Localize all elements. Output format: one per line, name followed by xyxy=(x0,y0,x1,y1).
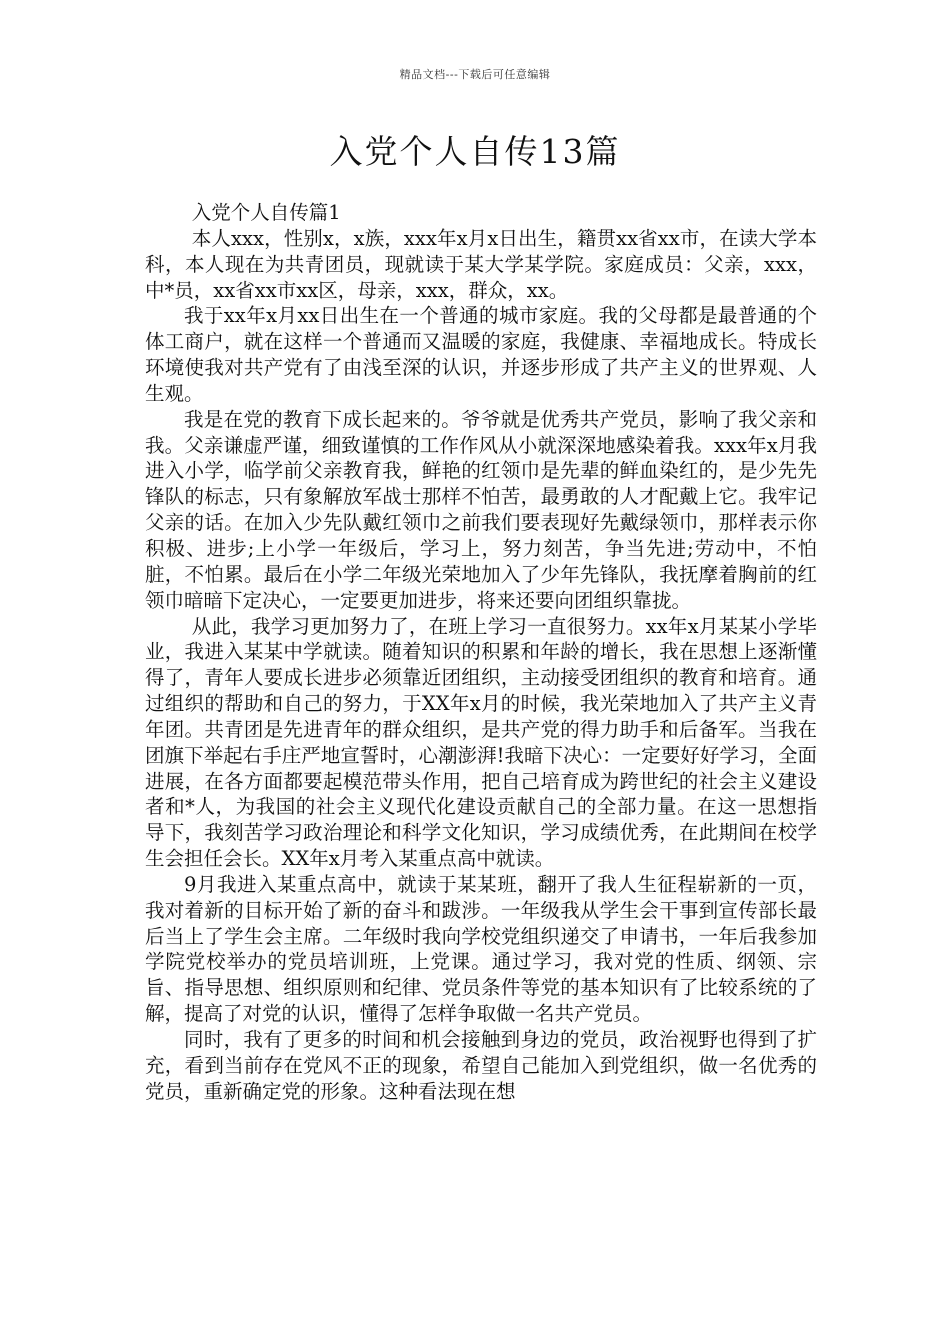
paragraph: 9月我进入某重点高中，就读于某某班，翻开了我人生征程崭新的一页，我对着新的目标开始了新的奋斗和跋涉。一年级我从学生会干事到宣传部长最后当上了学生会主席。二年级时我向学校党组织递交了申请书，一年后我参加学院党校举办的党员培训班，上党课。通过学习，我对党的性质、纲领、宗旨、指导思想、组织原则和纪律、党员条件等党的基本知识有了比较系统的了解，提高了对党的认识，懂得了怎样争取做一名共产党员。 xyxy=(145,872,817,1026)
paragraph: 我是在党的教育下成长起来的。爷爷就是优秀共产党员，影响了我父亲和我。父亲谦虚严谨，细致谨慎的工作作风从小就深深地感染着我。xxx年x月我进入小学，临学前父亲教育我，鲜艳的红领巾是先辈的鲜血染红的，是少先先锋队的标志，只有象解放军战士那样不怕苦，最勇敢的人才配戴上它。我牢记父亲的话。在加入少先队戴红领巾之前我们要表现好先戴绿领巾，那样表示你积极、进步;上小学一年级后，学习上，努力刻苦，争当先进;劳动中，不怕脏，不怕累。最后在小学二年级光荣地加入了少年先锋队，我抚摩着胸前的红领巾暗暗下定决心，一定要更加进步，将来还要向团组织靠拢。 xyxy=(145,407,817,612)
section-heading: 入党个人自传篇1 xyxy=(191,201,341,224)
document-body xyxy=(145,200,817,1105)
paragraph: 从此，我学习更加努力了，在班上学习一直很努力。xx年x月某某小学毕业，我进入某某中学就读。随着知识的积累和年龄的增长，我在思想上逐渐懂得了，青年人要成长进步必须靠近团组织，主动接受团组织的教育和培育。通过组织的帮助和自己的努力，于XX年x月的时候，我光荣地加入了共产主义青年团。共青团是先进青年的群众组织，是共产党的得力助手和后备军。当我在团旗下举起右手庄严地宣誓时，心潮澎湃!我暗下决心：一定要好好学习，全面进展，在各方面都要起模范带头作用，把自己培育成为跨世纪的社会主义建设者和*人，为我国的社会主义现代化建设贡献自己的全部力量。在这一思想指导下，我刻苦学习政治理论和科学文化知识，学习成绩优秀，在此期间在校学生会担任会长。XX年x月考入某重点高中就读。 xyxy=(145,614,817,871)
paragraph: 我于xx年x月xx日出生在一个普通的城市家庭。我的父母都是最普通的个体工商户，就在这样一个普通而又温暖的家庭，我健康、幸福地成长。特成长环境使我对共产党有了由浅至深的认识，并逐步形成了共产主义的世界观、人生观。 xyxy=(145,304,817,405)
paragraph: 同时，我有了更多的时间和机会接触到身边的党员，政治视野也得到了扩充，看到当前存在党风不正的现象，希望自己能加入到党组织，做一名优秀的党员，重新确定党的形象。这种看法现在想 xyxy=(145,1028,817,1103)
page-header: 精品文档---下载后可任意编辑 xyxy=(399,68,551,81)
document-title: 入党个人自传13篇 xyxy=(329,132,621,171)
paragraph: 本人xxx，性别x，x族，xxx年x月x日出生，籍贯xx省xx市，在读大学本科，本人现在为共青团员，现就读于某大学某学院。家庭成员：父亲，xxx，中*员，xx省xx市xx区，母亲，xxx，群众，xx。 xyxy=(145,226,817,302)
